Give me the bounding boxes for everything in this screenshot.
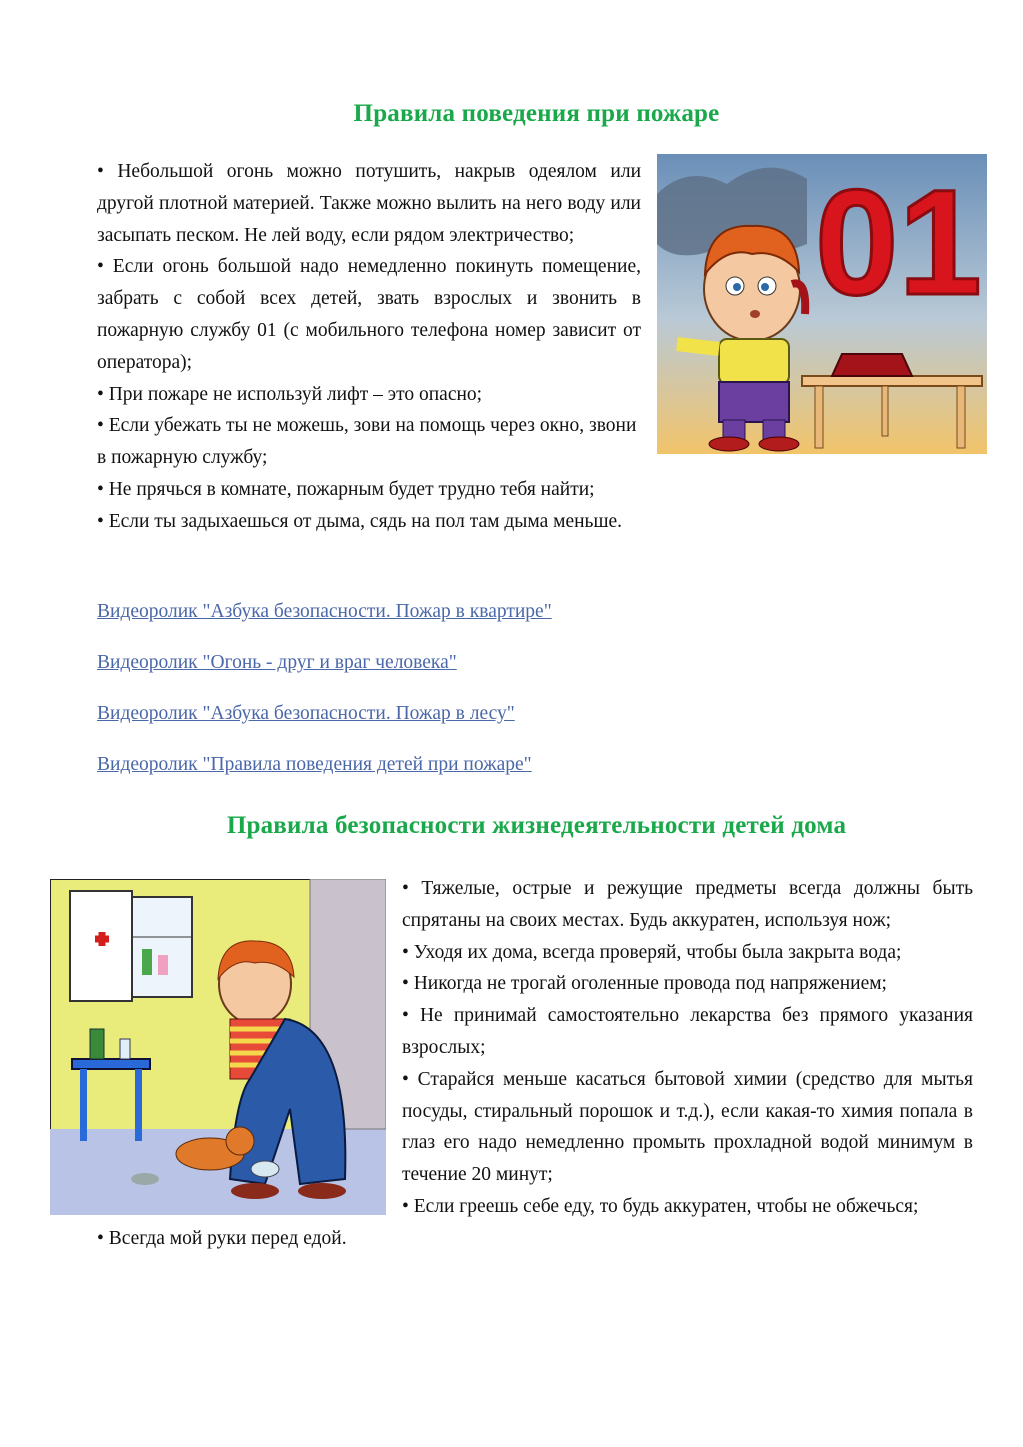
- home-rules-block: [97, 873, 973, 1255]
- video-link-fire-friend-enemy[interactable]: Видеоролик "Огонь - друг и враг человека": [97, 652, 457, 673]
- video-link-children-fire-rules[interactable]: Видеоролик "Правила поведения детей при пожаре": [97, 754, 532, 775]
- video-links-list: [97, 600, 552, 804]
- home-rule-2: • Уходя их дома, всегда проверяй, чтобы была закрыта вода;: [402, 941, 902, 963]
- home-rule-4: • Не принимай самостоятельно лекарства без прямого указания взрослых;: [402, 1005, 973, 1058]
- home-section-title: Правила безопасности жизнедеятельности детей дома: [226, 812, 847, 839]
- fire-rule-4: • Если убежать ты не можешь, зови на помощь через окно, звони в пожарную службу;: [97, 415, 637, 469]
- video-link-forest-fire[interactable]: Видеоролик "Азбука безопасности. Пожар в лесу": [97, 703, 515, 724]
- boy-medicine-cabinet-illustration: [50, 879, 386, 1215]
- fire-rule-3: • При пожаре не используй лифт – это опасно;: [97, 383, 483, 405]
- home-rule-7: • Всегда мой руки перед едой.: [97, 1227, 347, 1249]
- fire-section-title: Правила поведения при пожаре: [353, 100, 720, 127]
- home-rule-1: • Тяжелые, острые и режущие предметы всегда должны быть спрятаны на своих местах. Будь аккуратен, используя нож;: [402, 878, 973, 931]
- fire-rules-block: [97, 156, 982, 538]
- home-rule-6: • Если греешь себе еду, то будь аккуратен, чтобы не обжечься;: [402, 1195, 919, 1217]
- number-01-graphic: 01: [815, 158, 982, 326]
- boy-calling-01-illustration: [657, 154, 987, 454]
- fire-rule-5: • Не прячься в комнате, пожарным будет трудно тебя найти;: [97, 478, 595, 500]
- video-link-apartment-fire[interactable]: Видеоролик "Азбука безопасности. Пожар в квартире": [97, 601, 552, 622]
- fire-rule-1: • Небольшой огонь можно потушить, накрыв одеялом или другой плотной материей. Также можно вылить на него воду или засыпать песком. Не лей воду, если рядом электричество;: [97, 161, 641, 246]
- home-rule-3: • Никогда не трогай оголенные провода под напряжением;: [402, 973, 887, 995]
- home-rule-5: • Старайся меньше касаться бытовой химии (средство для мытья посуды, стиральный порошок и т.д.), если какая-то химия попала в глаз его надо немедленно промыть прохладной водой минимум в течение 20 минут;: [402, 1068, 973, 1186]
- fire-rule-6: • Если ты задыхаешься от дыма, сядь на пол там дыма меньше.: [97, 510, 622, 532]
- fire-rule-2: • Если огонь большой надо немедленно покинуть помещение, забрать с собой всех детей, звать взрослых и звонить в пожарную службу 01 (с мобильного телефона номер зависит от оператора);: [97, 256, 641, 373]
